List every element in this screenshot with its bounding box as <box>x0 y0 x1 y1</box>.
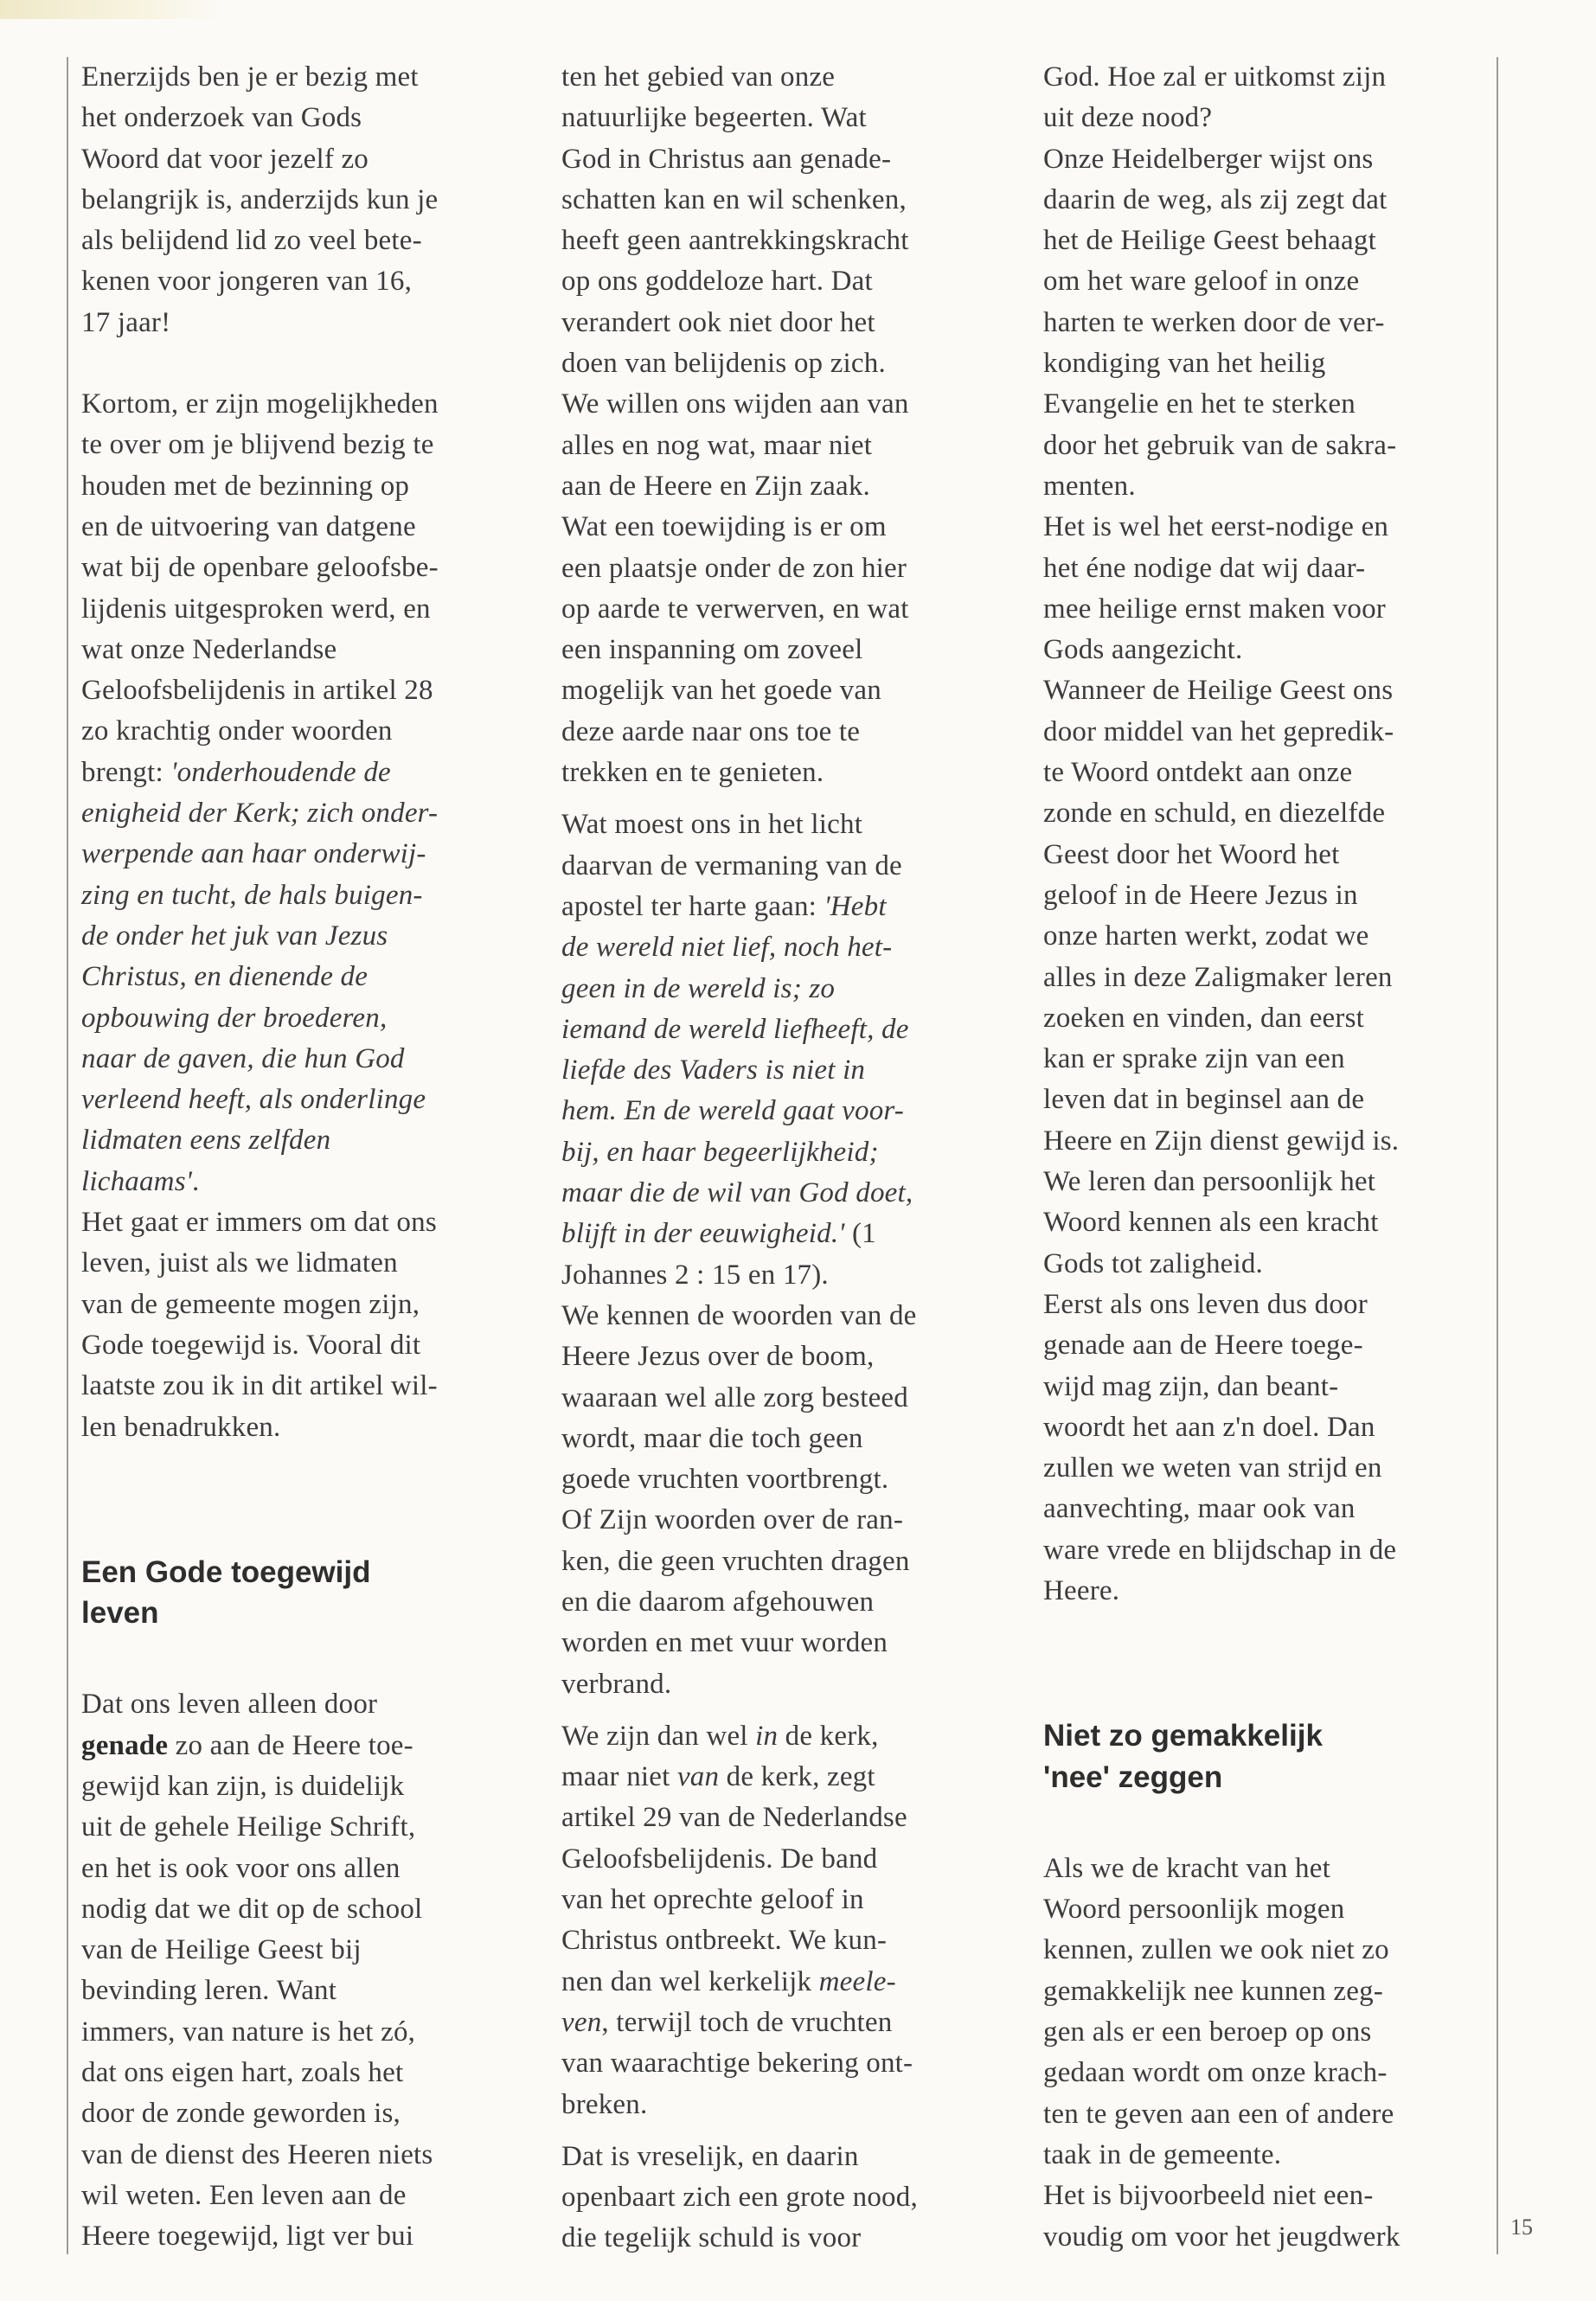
italic-text: de onder het juk van Jezus <box>81 920 388 952</box>
text-line: op aarde te verwerven, en wat <box>561 593 909 625</box>
text-line <box>81 1162 531 1202</box>
text-line: gedaan wordt om onze krach- <box>1043 2057 1388 2089</box>
text-segment: , terwijl toch de vruchten <box>601 2006 893 2038</box>
text-line: Wat een toewijding is er om <box>561 511 887 543</box>
text-line: bevinding leren. Want <box>81 1975 337 2007</box>
paragraph <box>561 804 1011 1705</box>
text-line: onze harten werkt, zodat we <box>1043 920 1369 952</box>
text-line: God in Christus aan genade- <box>561 143 892 175</box>
text-line: aan de Heere en Zijn zaak. <box>561 470 870 502</box>
text-line <box>561 2003 1011 2043</box>
text-line <box>561 1132 1011 1173</box>
text-line: openbaart zich een grote nood, <box>561 2182 918 2214</box>
section-heading <box>81 1552 531 1634</box>
text-line: Woord kennen als een kracht <box>1043 1207 1379 1239</box>
paragraph <box>1043 57 1493 1612</box>
text-line: Het gaat er immers om dat ons <box>81 1207 437 1239</box>
text-line: een inspanning om zoveel <box>561 634 863 666</box>
text-line: zo krachtig onder woorden <box>81 715 393 747</box>
text-line <box>561 927 1011 968</box>
heading-line: 'nee' zeggen <box>1043 1759 1223 1794</box>
text-line <box>561 1716 1011 1757</box>
italic-text: ven <box>561 2006 602 2038</box>
text-line: nodig dat we dit op de school <box>81 1893 423 1925</box>
text-line: lijdenis uitgesproken werd, en <box>81 593 431 625</box>
text-line: en het is ook voor ons allen <box>81 1852 401 1884</box>
heading-line: Een Gode toegewijd <box>81 1554 371 1589</box>
italic-text: 'Hebt <box>824 890 887 922</box>
italic-text: meele- <box>818 1965 896 1997</box>
text-segment: . <box>192 1165 200 1197</box>
text-line: Heere toegewijd, ligt ver bui <box>81 2221 414 2253</box>
column-1 <box>81 57 531 2258</box>
text-line: kennen, zullen we ook niet zo <box>1043 1934 1389 1966</box>
text-line: menten. <box>1043 470 1136 502</box>
text-line <box>561 1757 1011 1798</box>
italic-text: bij, en haar begeerlijkheid; <box>561 1136 879 1168</box>
italic-text: naar de gaven, die hun God <box>81 1042 405 1074</box>
text-line: het de Heilige Geest behaagt <box>1043 225 1376 257</box>
text-line: ten te geven aan een of andere <box>1043 2098 1394 2130</box>
text-line: waaraan wel alle zorg besteed <box>561 1381 908 1413</box>
text-line: Heere. <box>1043 1574 1120 1606</box>
text-segment: (1 <box>844 1218 876 1250</box>
paragraph <box>561 57 1011 793</box>
text-line: natuurlijke begeerten. Wat <box>561 102 867 134</box>
text-line: houden met de bezinning op <box>81 470 410 502</box>
text-line: op ons goddeloze hart. Dat <box>561 266 873 298</box>
text-line: mogelijk van het goede van <box>561 675 881 707</box>
text-line: wordt, maar die toch geen <box>561 1422 863 1454</box>
text-line: Heere Jezus over de boom, <box>561 1341 875 1373</box>
italic-text: enigheid der Kerk; zich onder- <box>81 798 439 830</box>
text-line <box>561 1050 1011 1091</box>
text-line: te Woord ontdekt aan onze <box>1043 757 1353 789</box>
text-line: het onderzoek van Gods <box>81 102 362 134</box>
bold-text: genade <box>81 1729 169 1761</box>
text-line: Het is bijvoorbeeld niet een- <box>1043 2180 1374 2212</box>
text-line: en die daarom afgehouwen <box>561 1586 875 1618</box>
paragraph <box>81 57 531 343</box>
text-line: door het gebruik van de sakra- <box>1043 429 1397 461</box>
text-line: door middel van het gepredik- <box>1043 715 1394 747</box>
text-line <box>561 1173 1011 1214</box>
text-line: We leren dan persoonlijk het <box>1043 1166 1376 1198</box>
text-line: een plaatsje onder de zon hier <box>561 552 907 584</box>
text-line: van het oprechte geloof in <box>561 1884 864 1916</box>
text-line: Eerst als ons leven dus door <box>1043 1288 1368 1320</box>
heading-line: Niet zo gemakkelijk <box>1043 1719 1323 1753</box>
text-line: zonde en schuld, en diezelfde <box>1043 798 1386 830</box>
text-line: Johannes 2 : 15 en 17). <box>561 1259 829 1291</box>
text-line: van de Heilige Geest bij <box>81 1934 362 1966</box>
text-line: zoeken en vinden, dan eerst <box>1043 1002 1364 1034</box>
text-line: We kennen de woorden van de <box>561 1299 917 1331</box>
text-segment: apostel ter harte gaan: <box>561 890 824 922</box>
text-line: Christus ontbreekt. We kun- <box>561 1925 888 1957</box>
text-line: God. Hoe zal er uitkomst zijn <box>1043 61 1387 93</box>
text-line <box>81 875 531 916</box>
text-line: daarin de weg, als zij zegt dat <box>1043 183 1388 215</box>
text-line: gemakkelijk nee kunnen zeg- <box>1043 1975 1383 2007</box>
text-line: breken. <box>561 2088 648 2120</box>
text-line: worden en met vuur worden <box>561 1627 888 1659</box>
text-line: wijd mag zijn, dan beant- <box>1043 1370 1339 1402</box>
text-line: We willen ons wijden aan van <box>561 388 909 420</box>
italic-text: Christus, en dienende de <box>81 961 369 993</box>
text-line: gewijd kan zijn, is duidelijk <box>81 1770 405 1802</box>
text-line: geloof in de Heere Jezus in <box>1043 879 1358 911</box>
text-line: Dat ons leven alleen door <box>81 1689 378 1721</box>
text-line: len benadrukken. <box>81 1411 281 1443</box>
text-line <box>561 1091 1011 1131</box>
text-line: Enerzijds ben je er bezig met <box>81 61 419 93</box>
text-line: leven dat in beginsel aan de <box>1043 1084 1365 1116</box>
italic-text: lidmaten eens zelfden <box>81 1125 331 1157</box>
italic-text: de wereld niet lief, noch het- <box>561 932 893 964</box>
page-number: 15 <box>1510 2214 1533 2240</box>
italic-text: geen in de wereld is; zo <box>561 972 836 1004</box>
text-line: heeft geen aantrekkingskracht <box>561 225 909 257</box>
text-line: Gods aangezicht. <box>1043 634 1243 666</box>
text-line: wat bij de openbare geloofsbe- <box>81 552 439 584</box>
text-line: Wat moest ons in het licht <box>561 809 863 841</box>
heading-line: leven <box>81 1596 159 1631</box>
column-2 <box>561 57 1011 2259</box>
text-line: wil weten. Een leven aan de <box>81 2179 407 2211</box>
italic-text: zing en tucht, de hals buigen- <box>81 879 423 911</box>
text-line: Als we de kracht van het <box>1043 1852 1330 1884</box>
text-line <box>81 1080 531 1120</box>
text-line: belangrijk is, anderzijds kun je <box>81 183 439 215</box>
text-line: harten te werken door de ver- <box>1043 306 1385 338</box>
italic-text: liefde des Vaders is niet in <box>561 1054 866 1086</box>
text-line: Gods tot zaligheid. <box>1043 1247 1264 1279</box>
text-line: uit deze nood? <box>1043 102 1213 134</box>
text-line: immers, van nature is het zó, <box>81 2016 416 2048</box>
text-line: daarvan de vermaning van de <box>561 849 902 881</box>
text-line: als belijdend lid zo veel bete- <box>81 225 422 257</box>
text-line <box>81 957 531 997</box>
text-line <box>81 834 531 875</box>
text-segment: We zijn dan wel <box>561 1720 756 1752</box>
left-column-rule <box>67 57 68 2254</box>
paragraph <box>561 1716 1011 2125</box>
text-line: deze aarde naar ons toe te <box>561 715 861 747</box>
italic-text: maar die de wil van God doet, <box>561 1177 913 1209</box>
text-line: Het is wel het eerst-nodige en <box>1043 511 1389 543</box>
text-segment: de kerk, zegt <box>719 1761 875 1793</box>
text-line: om het ware geloof in onze <box>1043 266 1360 298</box>
paragraph <box>81 384 531 1448</box>
text-line: kondiging van het heilig <box>1043 348 1326 380</box>
text-line: Wanneer de Heilige Geest ons <box>1043 675 1394 707</box>
text-line: verandert ook niet door het <box>561 306 875 338</box>
italic-text: hem. En de wereld gaat voor- <box>561 1095 904 1127</box>
text-line: verbrand. <box>561 1668 672 1700</box>
text-line: Kortom, er zijn mogelijkheden <box>81 388 439 420</box>
text-line: taak in de gemeente. <box>1043 2138 1282 2170</box>
text-line: zullen we weten van strijd en <box>1043 1452 1382 1484</box>
text-line <box>561 887 1011 927</box>
text-line <box>81 1039 531 1080</box>
text-line: kenen voor jongeren van 16, <box>81 266 413 298</box>
text-line: Woord dat voor jezelf zo <box>81 143 369 175</box>
text-line: Geest door het Woord het <box>1043 838 1340 870</box>
text-line: Woord persoonlijk mogen <box>1043 1894 1345 1926</box>
text-line: alles in deze Zaligmaker leren <box>1043 961 1393 993</box>
text-line: voudig om voor het jeugdwerk <box>1043 2221 1401 2253</box>
text-line: alles en nog wat, maar niet <box>561 429 873 461</box>
text-line: doen van belijdenis op zich. <box>561 348 886 380</box>
italic-text: van <box>676 1761 720 1793</box>
text-line: Geloofsbelijdenis in artikel 28 <box>81 675 433 707</box>
text-line: ware vrede en blijdschap in de <box>1043 1534 1397 1566</box>
text-line <box>81 1726 531 1766</box>
italic-text: lichaams' <box>81 1165 193 1197</box>
text-line: en de uitvoering van datgene <box>81 510 416 542</box>
text-segment: zo aan de Heere toe- <box>168 1729 413 1761</box>
text-line: woordt het aan z'n doel. Dan <box>1043 1411 1375 1443</box>
text-segment: nen dan wel kerkelijk <box>561 1965 819 1997</box>
text-line: schatten kan en wil schenken, <box>561 183 907 215</box>
text-line <box>81 793 531 834</box>
text-line: Of Zijn woorden over de ran- <box>561 1504 904 1536</box>
text-line <box>81 916 531 957</box>
text-line: van waarachtige bekering ont- <box>561 2048 913 2080</box>
text-line: van de dienst des Heeren niets <box>81 2138 433 2170</box>
text-line: ken, die geen vruchten dragen <box>561 1545 910 1577</box>
text-segment: maar niet <box>561 1761 677 1793</box>
text-line: mee heilige ernst maken voor <box>1043 593 1386 625</box>
text-line <box>81 753 531 793</box>
text-line <box>561 969 1011 1009</box>
section-heading <box>1043 1715 1493 1798</box>
text-line: Geloofsbelijdenis. De band <box>561 1843 878 1875</box>
italic-text: opbouwing der broederen, <box>81 1002 388 1034</box>
text-line: trekken en te genieten. <box>561 757 824 789</box>
scan-smear <box>0 0 225 19</box>
text-line <box>81 998 531 1039</box>
text-line <box>561 1214 1011 1254</box>
text-line: artikel 29 van de Nederlandse <box>561 1802 907 1834</box>
text-line <box>81 1120 531 1161</box>
italic-text: werpende aan haar onderwij- <box>81 838 426 870</box>
paragraph <box>561 2137 1011 2259</box>
text-line: Evangelie en het te sterken <box>1043 388 1356 420</box>
text-line: gen als er een beroep op ons <box>1043 2016 1372 2048</box>
text-line: aanvechting, maar ook van <box>1043 1493 1356 1525</box>
text-line: goede vruchten voortbrengt. <box>561 1464 889 1496</box>
text-line: kan er sprake zijn van een <box>1043 1043 1345 1075</box>
text-line: 17 jaar! <box>81 306 171 338</box>
text-line: laatste zou ik in dit artikel wil- <box>81 1370 438 1402</box>
text-line: leven, juist als we lidmaten <box>81 1247 398 1279</box>
text-line: wat onze Nederlandse <box>81 633 337 665</box>
paragraph <box>1043 1849 1493 2258</box>
text-line: Dat is vreselijk, en daarin <box>561 2140 859 2172</box>
italic-text: verleend heeft, als onderlinge <box>81 1084 426 1116</box>
text-line: Onze Heidelberger wijst ons <box>1043 143 1374 175</box>
text-line: te over om je blijvend bezig te <box>81 429 434 461</box>
text-segment: brengt: <box>81 756 171 788</box>
paragraph <box>81 1684 531 2257</box>
text-line <box>561 1962 1011 2003</box>
text-line: ten het gebied van onze <box>561 61 836 93</box>
italic-text: blijft in der eeuwigheid.' <box>561 1218 845 1250</box>
right-column-rule <box>1497 57 1498 2254</box>
text-segment: de kerk, <box>778 1720 879 1752</box>
text-line: door de zonde geworden is, <box>81 2098 401 2130</box>
italic-text: in <box>755 1720 779 1752</box>
text-line: die tegelijk schuld is voor <box>561 2222 862 2254</box>
italic-text: 'onderhoudende de <box>170 756 391 788</box>
text-line: Heere en Zijn dienst gewijd is. <box>1043 1125 1400 1157</box>
text-line: genade aan de Heere toege- <box>1043 1330 1363 1362</box>
text-line: het éne nodige dat wij daar- <box>1043 552 1366 584</box>
text-line: Gode toegewijd is. Vooral dit <box>81 1329 421 1361</box>
text-line: dat ons eigen hart, zoals het <box>81 2057 404 2089</box>
text-line: uit de gehele Heilige Schrift, <box>81 1811 416 1843</box>
text-line <box>561 1009 1011 1050</box>
text-line: van de gemeente mogen zijn, <box>81 1288 420 1320</box>
column-3 <box>1043 57 1493 2258</box>
italic-text: iemand de wereld liefheeft, de <box>561 1013 909 1045</box>
